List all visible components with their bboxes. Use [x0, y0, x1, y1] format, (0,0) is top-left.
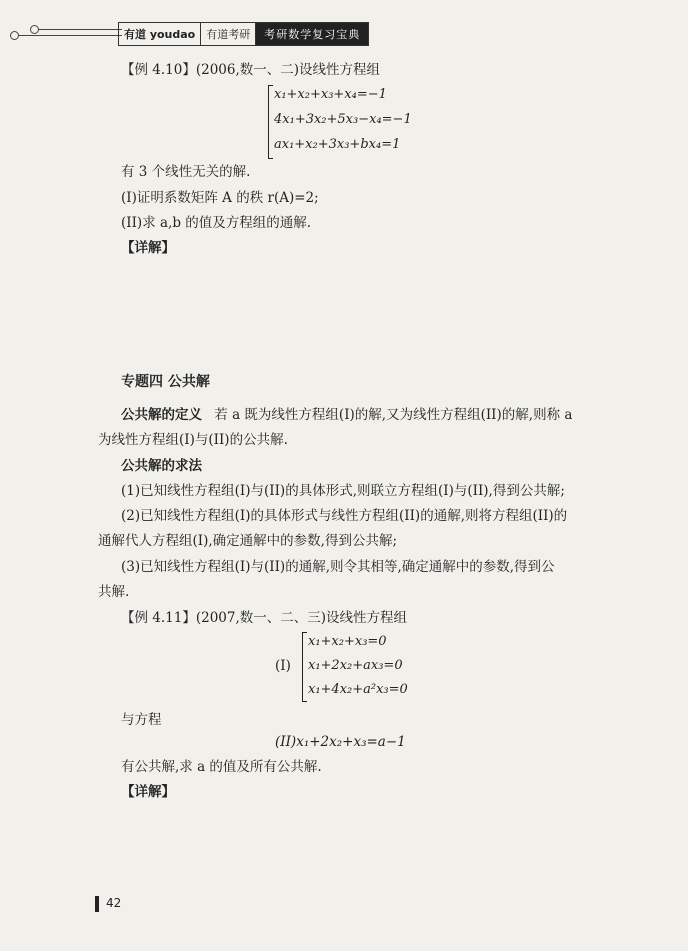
page-number-bar [95, 896, 99, 912]
problem-line: 与方程 [121, 712, 162, 728]
equation-3: x₁+4x₂+a²x₃=0 [308, 682, 408, 697]
system-label: (I) [275, 658, 291, 674]
equation-2: x₁+2x₂+ax₃=0 [308, 658, 403, 673]
book-title: 考研数学复习宝典 [256, 23, 368, 45]
example-4-11-title: 【例 4.11】(2007,数一、二、三)设线性方程组 [121, 610, 408, 626]
problem-part-1: (I)证明系数矩阵 A 的秩 r(A)=2; [121, 190, 319, 206]
equation-2: 4x₁+3x₂+5x₃−x₄=−1 [274, 112, 412, 127]
system-brace [268, 86, 269, 158]
system-brace [302, 633, 303, 701]
detail-label: 【详解】 [121, 240, 175, 256]
definition-text: 若 a 既为线性方程组(I)的解,又为线性方程组(II)的解,则称 a [214, 407, 573, 423]
page-header [0, 20, 688, 50]
example-4-10-title: 【例 4.10】(2006,数一、二)设线性方程组 [121, 62, 381, 78]
method-label: 公共解的求法 [121, 458, 202, 474]
page-number: 42 [106, 896, 122, 910]
equation-1: x₁+x₂+x₃+x₄=−1 [274, 87, 387, 102]
method-2: (2)已知线性方程组(I)的具体形式与线性方程组(II)的通解,则将方程组(II)的 [121, 508, 568, 524]
method-3-cont: 共解. [98, 584, 130, 600]
header-ornament [30, 25, 39, 34]
section-title: 专题四 公共解 [121, 374, 210, 390]
equation-1: x₁+x₂+x₃=0 [308, 634, 387, 649]
equation-ii: (II)x₁+2x₂+x₃=a−1 [275, 734, 406, 750]
method-1: (1)已知线性方程组(I)与(II)的具体形式,则联立方程组(I)与(II),得到公共解; [121, 483, 565, 499]
definition-paragraph [121, 405, 572, 425]
method-2-cont: 通解代人方程组(I),确定通解中的参数,得到公共解; [98, 533, 397, 549]
definition-label: 公共解的定义 [121, 407, 202, 423]
detail-label: 【详解】 [121, 784, 175, 800]
definition-text-cont: 为线性方程组(I)与(II)的公共解. [98, 432, 288, 448]
equation-3: ax₁+x₂+3x₃+bx₄=1 [274, 137, 401, 152]
brand-sub: 有道考研 [201, 23, 256, 45]
brand-logo: 有道 youdao [119, 23, 201, 45]
method-3: (3)已知线性方程组(I)与(II)的通解,则令其相等,确定通解中的参数,得到公 [121, 559, 555, 575]
problem-line: 有公共解,求 a 的值及所有公共解. [121, 759, 322, 775]
header-rule [14, 35, 122, 36]
header-rule [34, 29, 122, 30]
header-ornament [10, 31, 19, 40]
problem-part-2: (II)求 a,b 的值及方程组的通解. [121, 215, 312, 231]
problem-line: 有 3 个线性无关的解. [121, 164, 251, 180]
header-brand [118, 22, 369, 46]
